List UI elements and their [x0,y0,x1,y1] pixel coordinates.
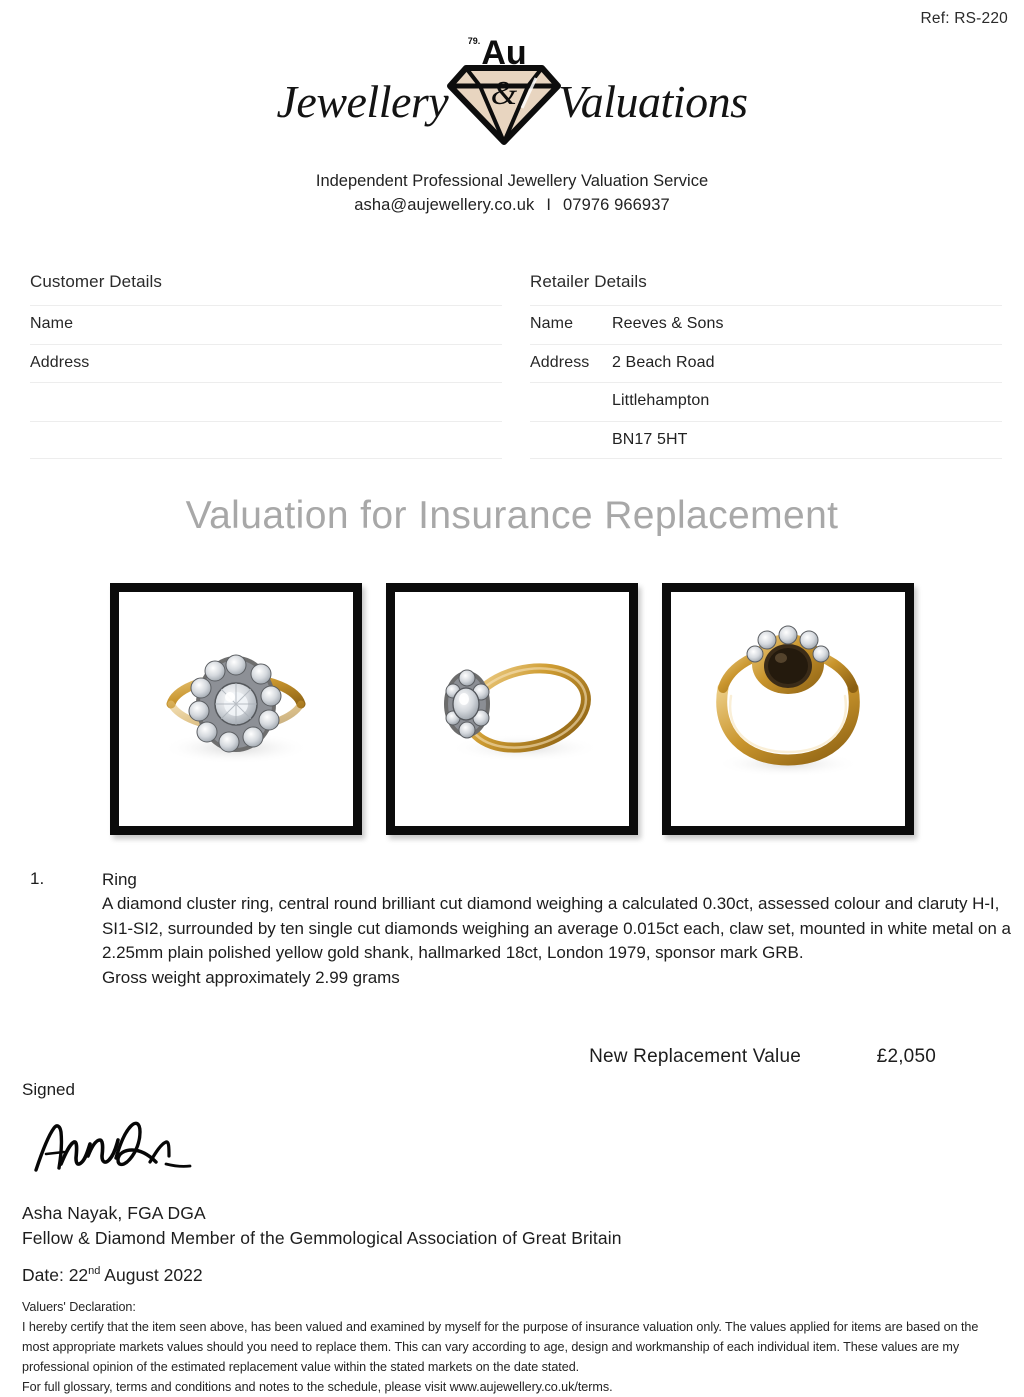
logo-word-valuations: Valuations [558,76,748,127]
date-prefix: Date: 22 [22,1265,89,1285]
customer-address-row-2 [30,382,502,421]
item-photo-gallery [110,583,914,835]
details-section [0,272,1024,459]
page-title: Valuation for Insurance Replacement [185,494,839,537]
valuer-name: Asha Nayak, FGA DGA [22,1203,206,1223]
declaration-terms-link[interactable]: For full glossary, terms and conditions and notes to the schedule, please visit www.aujewellery.co.uk/terms. [22,1379,613,1394]
contact-phone: 07976 966937 [563,195,670,214]
ring-front-view-photo [110,583,362,835]
tagline-service-text: Independent Professional Jewellery Valuation Service [315,172,709,190]
replacement-value-label: New Replacement Value [589,1046,801,1067]
item-title: Ring [102,870,137,889]
declaration-heading: Valuers' Declaration: [22,1300,136,1314]
item-gross-weight: Gross weight approximately 2.99 grams [102,967,400,987]
date-ordinal-suffix: nd [88,1265,101,1278]
company-tagline [0,170,1024,218]
emblem-atomic-number-text: 79. [467,36,481,46]
retailer-name-label: Name [530,315,574,332]
item-body [102,868,1020,990]
customer-address-row [30,344,502,383]
retailer-address-value-3[interactable]: BN17 5HT [612,430,688,448]
item-description-block [30,868,1020,990]
date-suffix: August 2022 [100,1265,203,1285]
customer-address-row-3 [30,421,502,460]
reference-number: Ref: RS-220 [920,10,1008,27]
retailer-address-row [530,344,1002,383]
retailer-address-value[interactable]: 2 Beach Road [612,353,715,371]
company-logo [0,34,1024,146]
logo-word-jewellery: Jewellery [276,76,449,127]
retailer-address-label: Address [530,353,590,371]
customer-name-row [30,305,502,344]
declaration-body: I hereby certify that the item seen above, has been valued and examined by myself for the purpose of insurance valuation only. The values applied for items are based on the most appropriate markets values should you need to replace them. This can vary according to age, design and workmanship of each individual item. These values are my professional opinion of the estimated replacement value within the stated markets on the date stated. [22,1319,979,1374]
contact-separator: I [546,195,552,214]
retailer-address-row-3 [530,421,1002,460]
diamond-emblem-icon [440,34,568,146]
retailer-name-row [530,305,1002,344]
emblem-symbol-text: Au [481,34,527,72]
valuers-declaration [22,1298,1002,1397]
valuation-date [22,1265,203,1286]
replacement-value-amount: £2,050 [876,1046,936,1067]
retailer-address-row-2 [530,382,1002,421]
ring-side-view-photo [386,583,638,835]
item-description-text: A diamond cluster ring, central round brilliant cut diamond weighing a calculated 0.30ct, assessed colour and claruty H-I, SI1-SI2, surrounded by ten single cut diamonds weighing an average 0.015ct each, claw set, mounted in white metal on a 2.25mm plain polished yellow gold shank, hallmarked 18ct, London 1979, sponsor mark GRB. [102,894,1011,963]
signature-image [30,1112,230,1180]
customer-details-column [30,272,502,459]
retailer-details-heading: Retailer Details [530,272,647,291]
retailer-details-column [530,272,1002,459]
contact-email[interactable]: asha@aujewellery.co.uk [354,195,535,214]
replacement-value-line [0,1046,1024,1068]
logo-row [0,34,1024,146]
valuer-credentials: Fellow & Diamond Member of the Gemmological Association of Great Britain [22,1228,622,1248]
contact-line [0,194,1024,218]
customer-details-heading: Customer Details [30,272,162,291]
retailer-name-value[interactable]: Reeves & Sons [612,315,724,332]
item-number: 1. [30,869,45,888]
ring-rear-view-photo [662,583,914,835]
signed-label: Signed [22,1080,75,1099]
retailer-address-value-2[interactable]: Littlehampton [612,392,710,409]
customer-address-label: Address [30,353,90,371]
customer-name-label: Name [30,315,74,332]
emblem-ampersand-text: & [491,75,518,112]
